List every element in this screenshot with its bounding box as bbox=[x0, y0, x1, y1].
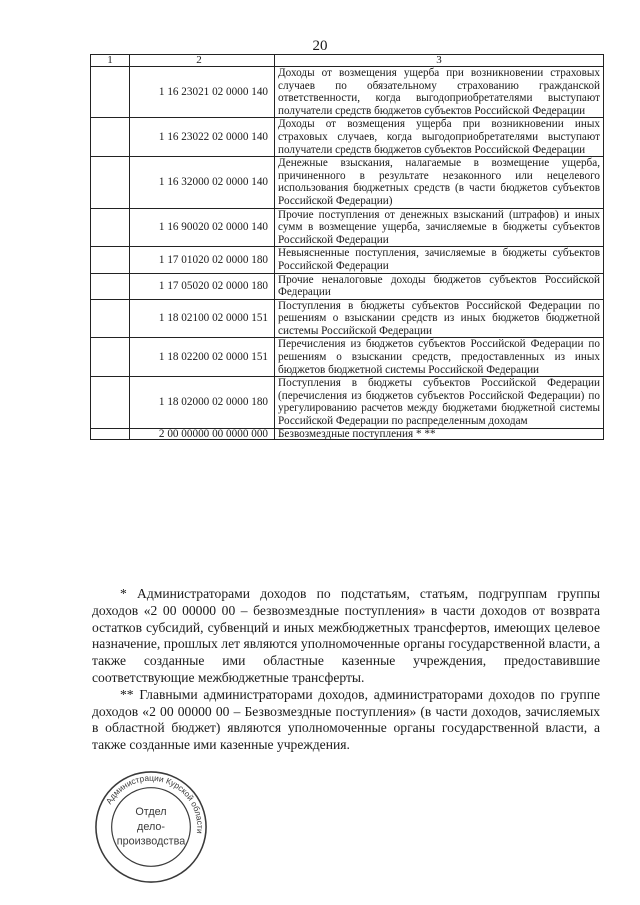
income-description-cell: Поступления в бюджеты субъектов Российской Федерации (перечисления из бюджетов субъектов Российской Федерации) по урегулированию расчетов между бюджетами бюджетной системы Российской Федерации по распределенным доходам bbox=[275, 377, 604, 428]
stamp-line-2: дело- bbox=[137, 820, 165, 833]
admin-code-cell bbox=[91, 208, 130, 247]
stamp-ring-text: Администрации Курской области bbox=[103, 772, 206, 835]
income-code-cell: 1 16 90020 02 0000 140 bbox=[130, 208, 275, 247]
admin-code-cell bbox=[91, 157, 130, 208]
income-codes-table bbox=[90, 54, 604, 440]
income-description-cell: Прочие неналоговые доходы бюджетов субъектов Российской Федерации bbox=[275, 273, 604, 299]
income-description-cell: Безвозмездные поступления * ** bbox=[275, 428, 604, 439]
table-row bbox=[91, 338, 604, 377]
footnote-single-star: * Администраторами доходов по подстатьям, статьям, подгруппам группы доходов «2 00 00000 00 – безвозмездные поступления» в части доходов от возврата остатков субсидий, субвенций и иных межбюджетных трансфертов, имеющих целевое назначение, прошлых лет являются уполномоченные органы государственной власти, а также созданные ими областные казенные учреждения, предоставившие соответствующие межбюджетные трансферты. bbox=[92, 586, 600, 685]
table-row bbox=[91, 377, 604, 428]
admin-code-cell bbox=[91, 247, 130, 273]
income-code-cell: 1 18 02200 02 0000 151 bbox=[130, 338, 275, 377]
income-code-cell: 1 18 02100 02 0000 151 bbox=[130, 299, 275, 338]
income-code-cell: 1 18 02000 02 0000 180 bbox=[130, 377, 275, 428]
income-description-cell: Поступления в бюджеты субъектов Российской Федерации по решениям о взыскании средств из иных бюджетов бюджетной системы Российской Федерации bbox=[275, 299, 604, 338]
table-header-row bbox=[91, 55, 604, 67]
department-stamp bbox=[92, 768, 210, 886]
admin-code-cell bbox=[91, 299, 130, 338]
income-code-cell: 1 16 32000 02 0000 140 bbox=[130, 157, 275, 208]
income-description-cell: Денежные взыскания, налагаемые в возмещение ущерба, причиненного в результате незаконного или нецелевого использования бюджетных средств (в части бюджетов субъектов Российской Федерации) bbox=[275, 157, 604, 208]
admin-code-cell bbox=[91, 118, 130, 157]
table-row bbox=[91, 299, 604, 338]
table-row bbox=[91, 428, 604, 439]
income-description-cell: Перечисления из бюджетов субъектов Российской Федерации по решениям о взыскании средств, предоставленных из иных бюджетов бюджетной системы Российской Федерации bbox=[275, 338, 604, 377]
table-row bbox=[91, 208, 604, 247]
column-header-1: 1 bbox=[91, 55, 130, 67]
table-row bbox=[91, 118, 604, 157]
income-code-cell: 1 17 01020 02 0000 180 bbox=[130, 247, 275, 273]
income-code-cell: 1 16 23022 02 0000 140 bbox=[130, 118, 275, 157]
income-code-cell: 2 00 00000 00 0000 000 bbox=[130, 428, 275, 439]
stamp-line-3: производства bbox=[116, 835, 186, 848]
admin-code-cell bbox=[91, 67, 130, 118]
table-row bbox=[91, 67, 604, 118]
table-row bbox=[91, 273, 604, 299]
income-description-cell: Доходы от возмещения ущерба при возникновении страховых случаев по обязательному страхованию гражданской ответственности, когда выгодоприобретателями выступают получатели средств бюджетов субъектов Российской Федерации bbox=[275, 67, 604, 118]
income-code-cell: 1 16 23021 02 0000 140 bbox=[130, 67, 275, 118]
column-header-2: 2 bbox=[130, 55, 275, 67]
stamp-line-1: Отдел bbox=[135, 806, 167, 819]
admin-code-cell bbox=[91, 428, 130, 439]
income-description-cell: Невыясненные поступления, зачисляемые в бюджеты субъектов Российской Федерации bbox=[275, 247, 604, 273]
admin-code-cell bbox=[91, 377, 130, 428]
table-row bbox=[91, 157, 604, 208]
admin-code-cell bbox=[91, 273, 130, 299]
income-description-cell: Доходы от возмещения ущерба при возникновении иных страховых случаев, когда выгодоприобретателями выступают получатели средств бюджетов субъектов Российской Федерации bbox=[275, 118, 604, 157]
table-row bbox=[91, 247, 604, 273]
income-code-cell: 1 17 05020 02 0000 180 bbox=[130, 273, 275, 299]
income-description-cell: Прочие поступления от денежных взысканий (штрафов) и иных сумм в возмещение ущерба, зачисляемые в бюджеты субъектов Российской Федерации bbox=[275, 208, 604, 247]
admin-code-cell bbox=[91, 338, 130, 377]
footnote-double-star: ** Главными администраторами доходов, администраторами доходов по группе доходов «2 00 00000 00 – Безвозмездные поступления» (в части доходов, зачисляемых в областной бюджет) являются уполномоченные органы государственной власти, а также созданные ими казенные учреждения. bbox=[92, 686, 600, 753]
column-header-3: 3 bbox=[275, 55, 604, 67]
page-number: 20 bbox=[312, 38, 328, 54]
footnotes bbox=[92, 586, 600, 754]
